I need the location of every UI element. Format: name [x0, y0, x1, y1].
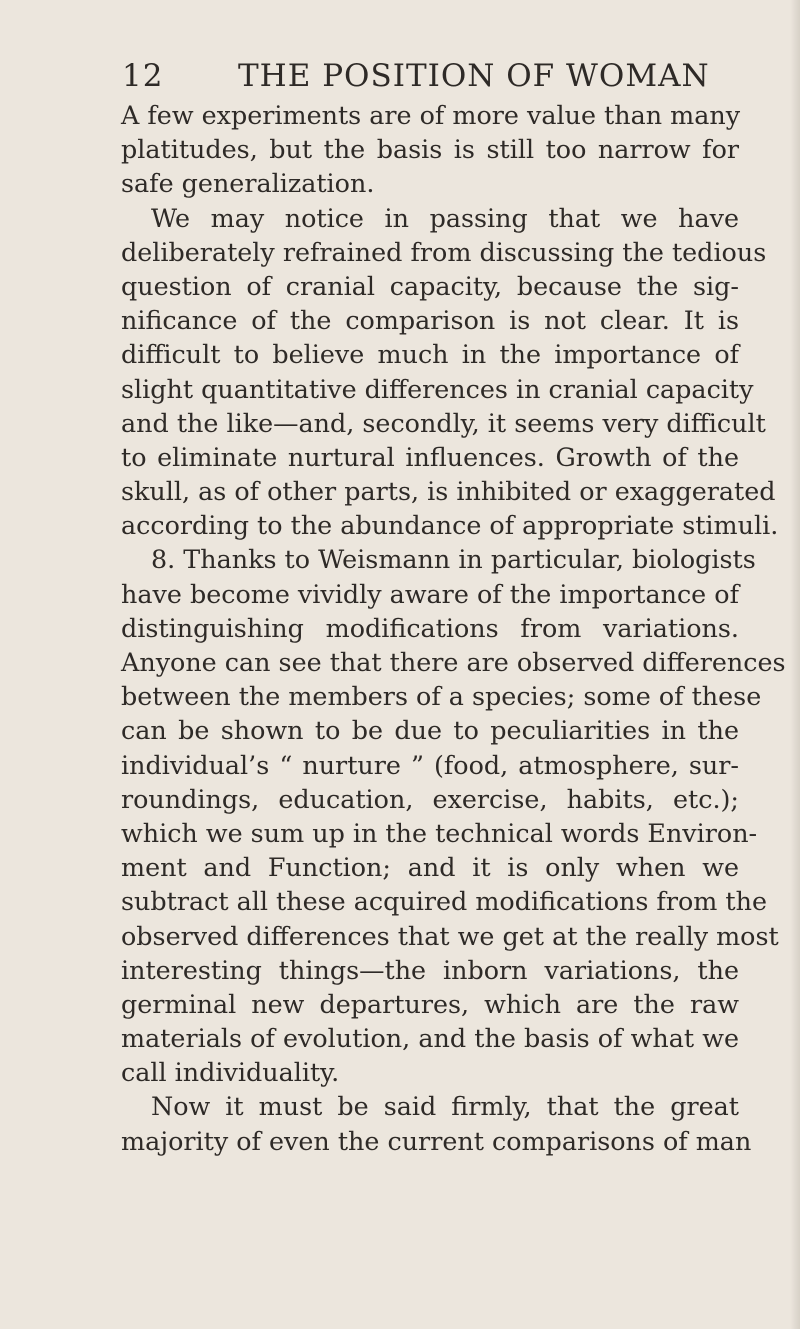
- text-line: materials of evolution, and the basis of what we: [121, 1023, 739, 1054]
- text-line: ment and Function; and it is only when we: [121, 852, 739, 883]
- text-line: slight quantitative differences in cranial capacity: [121, 373, 754, 404]
- running-title: THE POSITION OF WOMAN: [238, 58, 710, 94]
- text-line: majority of even the current comparisons of man: [121, 1125, 752, 1156]
- text-line: roundings, education, exercise, habits, etc.);: [121, 783, 739, 814]
- text-line: difficult to believe much in the importance of: [121, 339, 739, 370]
- text-line: A few experiments are of more value than many: [121, 100, 741, 130]
- paragraph-start-line: We may notice in passing that we have: [151, 202, 739, 233]
- text-line: deliberately refrained from discussing the tedious: [121, 236, 767, 267]
- text-line: to eliminate nurtural influences. Growth of the: [121, 441, 739, 472]
- page-number: 12: [122, 58, 164, 94]
- text-line: germinal new departures, which are the raw: [121, 988, 739, 1019]
- text-line: skull, as of other parts, is inhibited or exaggerated: [121, 476, 776, 507]
- text-line: individual’s “ nurture ” (food, atmosphere, sur-: [121, 749, 739, 780]
- text-line: which we sum up in the technical words Environ-: [121, 817, 758, 848]
- text-line: observed differences that we get at the really most: [121, 920, 779, 951]
- text-line: according to the abundance of appropriate stimuli.: [121, 510, 779, 541]
- paragraph-start-line: 8. Thanks to Weismann in particular, biologists: [151, 544, 756, 575]
- text-line: have become vividly aware of the importance of: [121, 578, 739, 609]
- paragraph-start-line: Now it must be said firmly, that the great: [151, 1091, 739, 1122]
- body-text: [121, 98, 786, 1158]
- text-line: between the members of a species; some of these: [121, 681, 762, 712]
- text-line: subtract all these acquired modifications from the: [121, 886, 767, 917]
- text-line: distinguishing modifications from variations.: [121, 612, 739, 643]
- text-line: nificance of the comparison is not clear. It is: [121, 305, 739, 336]
- text-line: Anyone can see that there are observed differences: [121, 647, 786, 677]
- text-line: can be shown to be due to peculiarities in the: [121, 715, 739, 746]
- text-line: question of cranial capacity, because the sig-: [121, 270, 739, 301]
- page-header: [122, 58, 742, 94]
- text-line: and the like—and, secondly, it seems very difficult: [121, 407, 766, 438]
- text-line: safe generalization.: [121, 168, 375, 199]
- text-line: call individuality.: [121, 1057, 340, 1088]
- text-line: platitudes, but the basis is still too narrow for: [121, 134, 739, 165]
- text-line: interesting things—the inborn variations, the: [121, 954, 739, 985]
